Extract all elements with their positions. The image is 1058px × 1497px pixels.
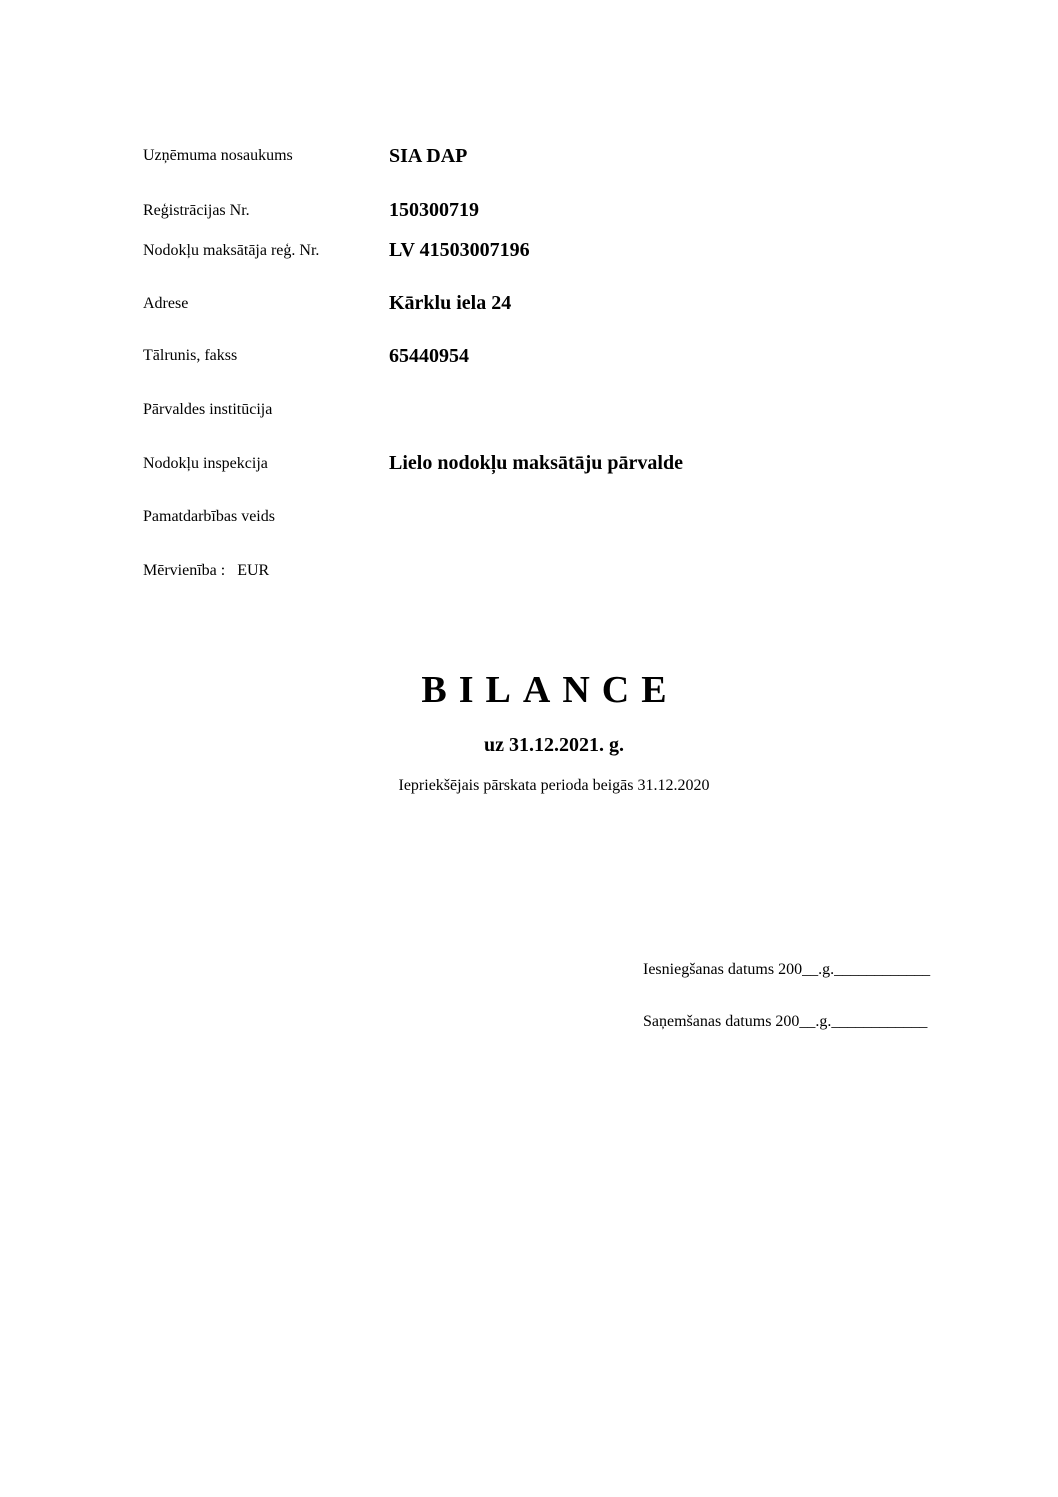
- report-date: uz 31.12.2021. g.: [484, 734, 624, 756]
- page-title: BILANCE: [421, 669, 679, 711]
- unit-row: [143, 561, 269, 581]
- tax-number-value: LV 41503007196: [389, 239, 530, 261]
- receipt-date: Saņemšanas datums 200__.g.____________: [643, 1013, 928, 1030]
- phone-label: Tālrunis, fakss: [143, 347, 238, 364]
- address-label: Adrese: [143, 295, 189, 312]
- main-activity-label: Pamatdarbības veids: [143, 508, 275, 525]
- registration-number-value: 150300719: [389, 199, 479, 221]
- company-name-value: SIA DAP: [389, 145, 468, 167]
- company-name-label: Uzņēmuma nosaukums: [143, 147, 293, 164]
- previous-period: Iepriekšējais pārskata perioda beigās 31.12.2020: [398, 777, 710, 794]
- unit-value: EUR: [237, 562, 270, 579]
- address-value: Kārklu iela 24: [389, 292, 512, 314]
- submission-date: Iesniegšanas datums 200__.g.____________: [643, 961, 931, 978]
- tax-number-label: Nodokļu maksātāja reģ. Nr.: [143, 242, 320, 259]
- tax-inspection-value: Lielo nodokļu maksātāju pārvalde: [389, 452, 683, 474]
- registration-number-label: Reģistrācijas Nr.: [143, 202, 250, 219]
- unit-label: Mērvienība :: [143, 562, 226, 579]
- phone-value: 65440954: [389, 345, 469, 367]
- tax-inspection-label: Nodokļu inspekcija: [143, 455, 268, 472]
- administration-label: Pārvaldes institūcija: [143, 401, 273, 418]
